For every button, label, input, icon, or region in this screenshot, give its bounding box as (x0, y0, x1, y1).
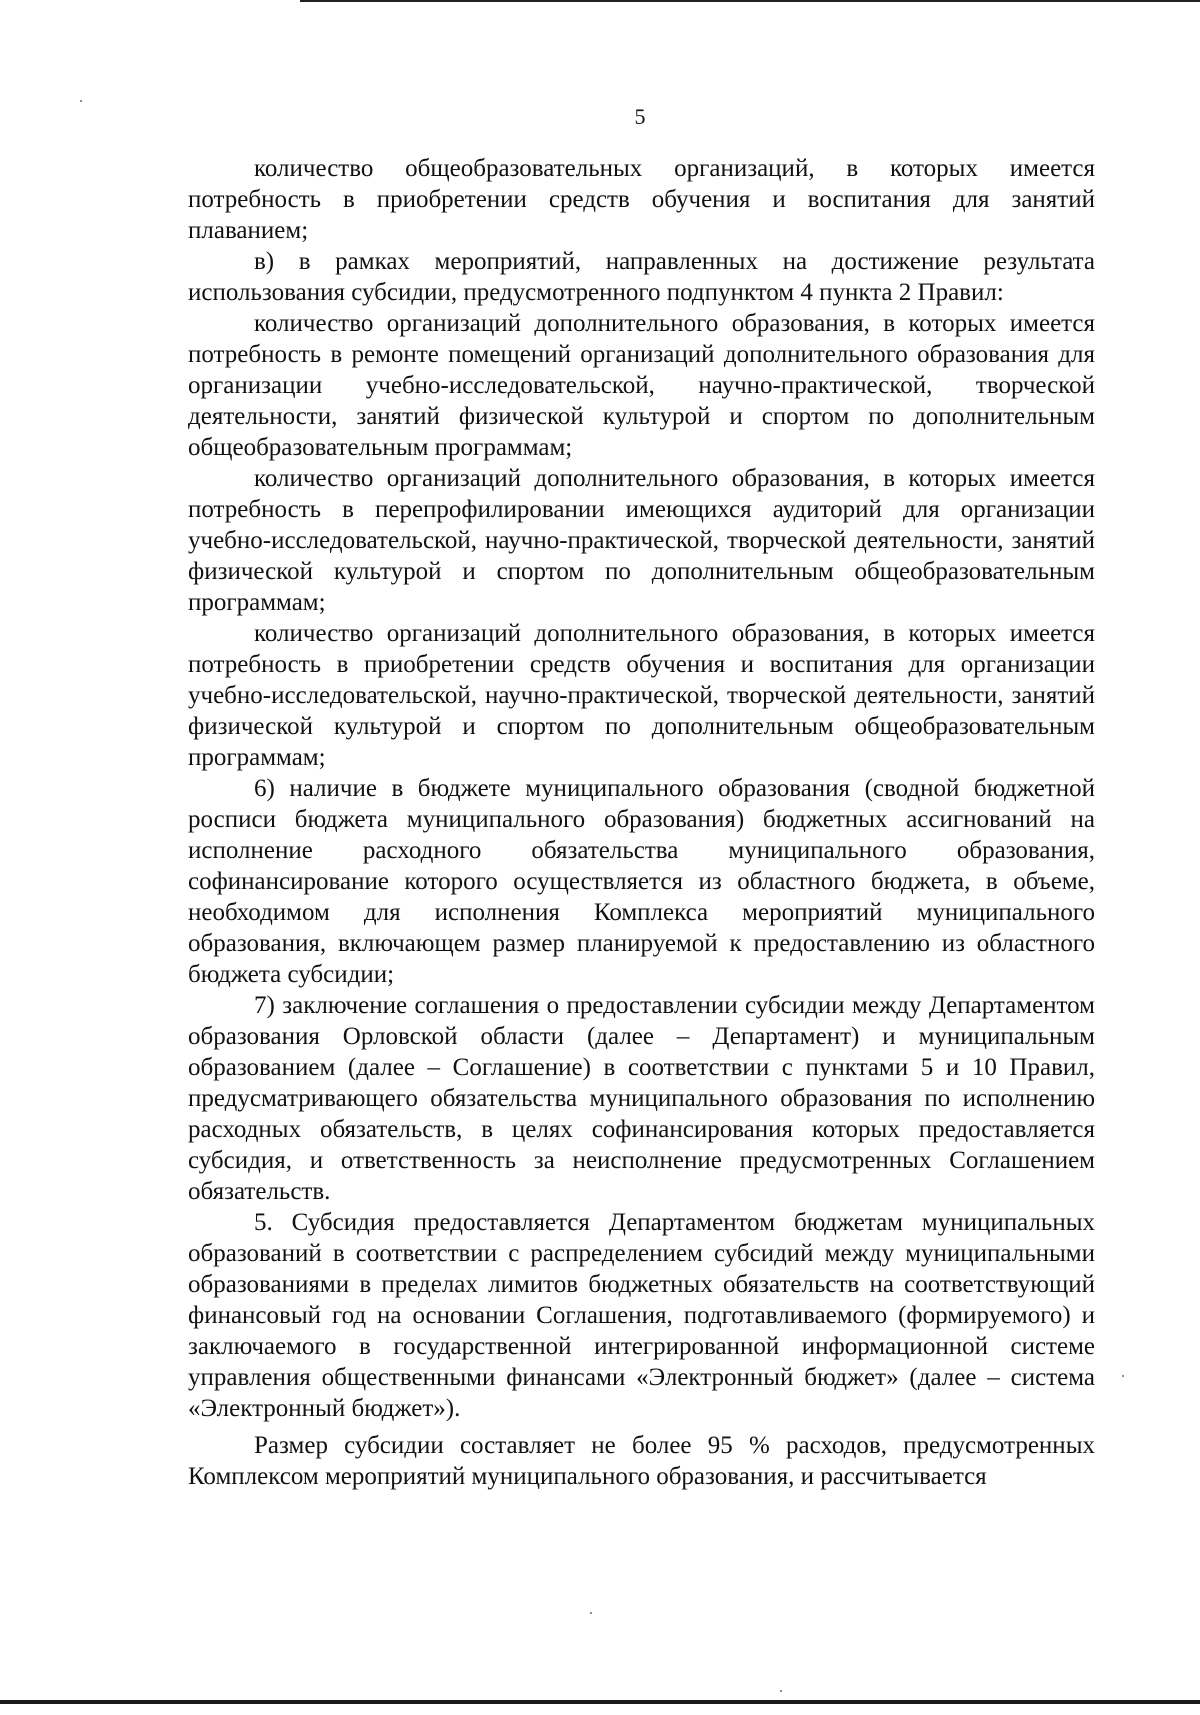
paragraph-swimming-count: количество общеобразовательных организаций, в которых имеется потребность в приобретении средств обучения и воспитания для занятий плаванием; (188, 155, 1095, 244)
scan-speck (80, 100, 82, 102)
paragraph-reprofiling-count: количество организаций дополнительного образования, в которых имеется потребность в перепрофилировании имеющихся аудиторий для организации учебно-исследовательской, научно-практической, творческой деятельности, занятий физической культурой и спортом по дополнительным общеобразовательным программам; (188, 465, 1095, 616)
paragraph-equipment-count: количество организаций дополнительного образования, в которых имеется потребность в приобретении средств обучения и воспитания для организации учебно-исследовательской, научно-практической, творческой деятельности, занятий физической культурой и спортом по дополнительным общеобразовательным программам; (188, 620, 1095, 771)
scan-bottom-edge (0, 1700, 1200, 1704)
document-body (188, 153, 1095, 1492)
paragraph-repair-count: количество организаций дополнительного образования, в которых имеется потребность в ремонте помещений организаций дополнительного образования для организации учебно-исследовательской, научно-практической, творческой деятельности, занятий физической культурой и спортом по дополнительным общеобразовательным программам; (188, 310, 1095, 461)
page-number: 5 (634, 104, 646, 129)
paragraph-item-7: 7) заключение соглашения о предоставлении субсидии между Департаментом образования Орловской области (далее – Департамент) и муниципальным образованием (далее – Соглашение) в соответствии с пунктами 5 и 10 Правил, предусматривающего обязательства муниципального образования по исполнению расходных обязательств, в целях софинансирования которых предоставляется субсидия, и ответственность за неисполнение предусмотренных Соглашением обязательств. (188, 992, 1095, 1205)
scan-speck (590, 1612, 592, 1614)
scan-speck (1122, 1375, 1124, 1377)
paragraph-section-5: 5. Субсидия предоставляется Департаментом бюджетам муниципальных образований в соответствии с распределением субсидий между муниципальными образованиями в пределах лимитов бюджетных обязательств на соответствующий финансовый год на основании Соглашения, подготавливаемого (формируемого) и заключаемого в государственной интегрированной информационной системе управления общественными финансами «Электронный бюджет» (далее – система «Электронный бюджет»). (188, 1209, 1095, 1422)
paragraph-item-v: в) в рамках мероприятий, направленных на достижение результата использования субсидии, предусмотренного подпунктом 4 пункта 2 Правил: (188, 248, 1095, 306)
scan-top-edge (300, 0, 1200, 2)
paragraph-item-6: 6) наличие в бюджете муниципального образования (сводной бюджетной росписи бюджета муниципального образования) бюджетных ассигнований на исполнение расходного обязательства муниципального образования, софинансирование которого осуществляется из областного бюджета, в объеме, необходимом для исполнения Комплекса мероприятий муниципального образования, включающем размер планируемой к предоставлению из областного бюджета субсидии; (188, 775, 1095, 988)
paragraph-subsidy-size: Размер субсидии составляет не более 95 % расходов, предусмотренных Комплексом мероприятий муниципального образования, и рассчитывается (188, 1432, 1095, 1490)
scan-speck (780, 1690, 782, 1692)
